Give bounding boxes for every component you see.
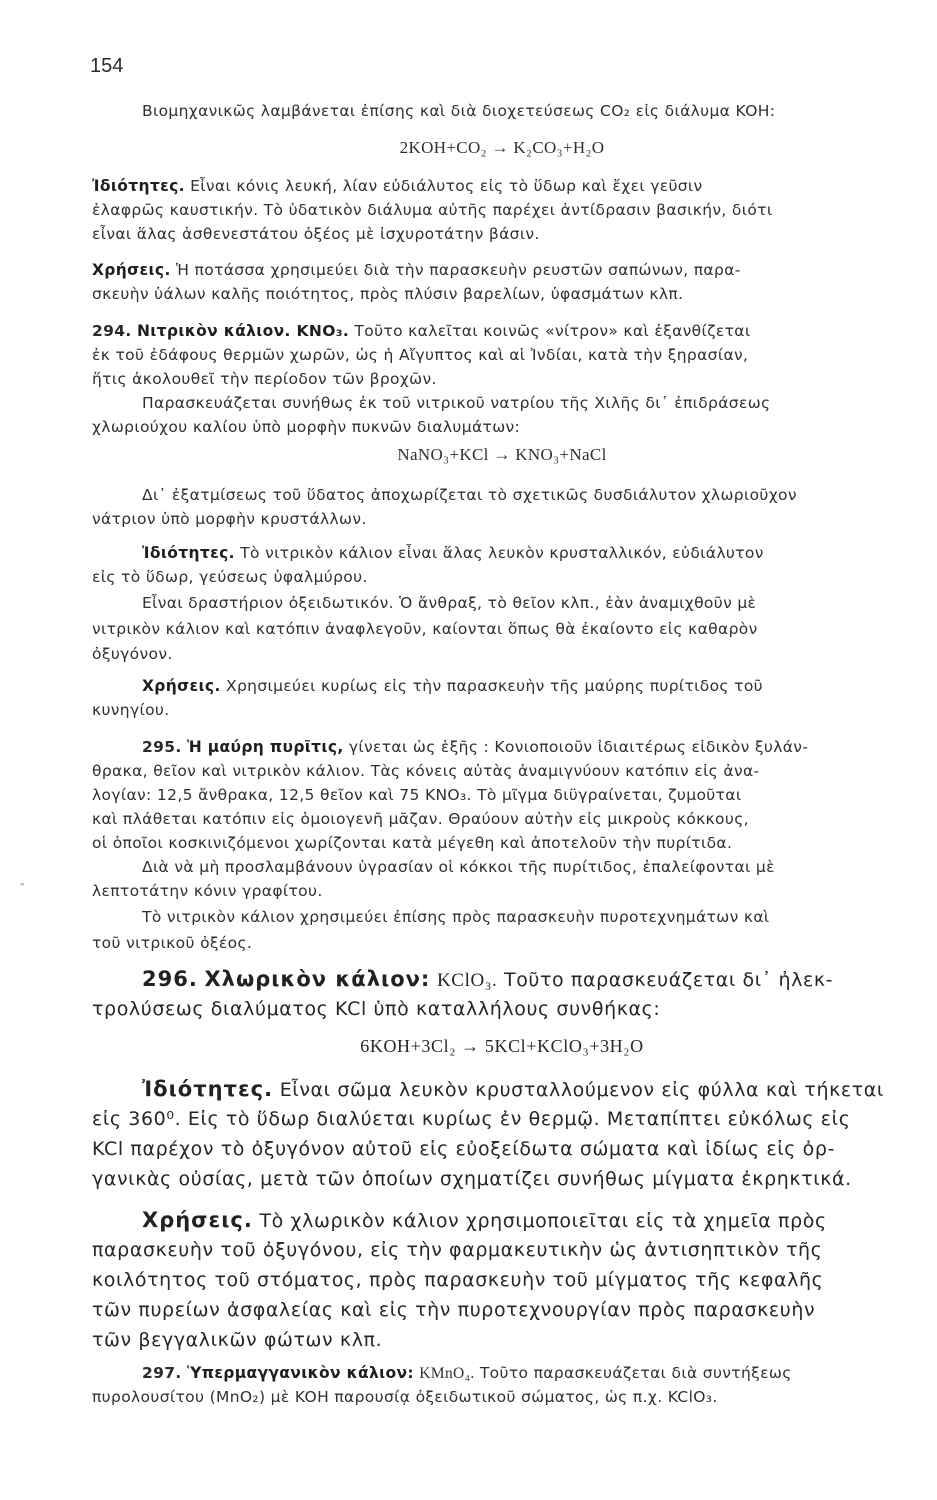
text-line: Δι᾽ ἐξατμίσεως τοῦ ὕδατος ἀποχωρίζεται τὸ σχετικῶς δυσδιάλυτον χλωριοῦχον [142,486,797,504]
text-line: Βιομηχανικῶς λαμβάνεται ἐπίσης καὶ διὰ διοχετεύσεως CO₂ εἰς διάλυμα KOH: [142,102,776,120]
text-line: τρολύσεως διαλύματος KCl ὑπὸ καταλλήλους συνθήκας: [92,998,661,1020]
text-line: Ἰδιότητες. Εἶναι κόνις λευκή, λίαν εὐδιάλυτος εἰς τὸ ὕδωρ καὶ ἔχει γεῦσιν [92,177,703,195]
text-line: γανικὰς οὐσίας, μετὰ τῶν ὁποίων σχηματίζει συνήθως μίγματα ἐκρηκτικά. [92,1168,852,1190]
text-line: ἥτις ἀκολουθεῖ τὴν περίοδον τῶν βροχῶν. [92,370,437,388]
text-line: Εἶναι δραστήριον ὀξειδωτικόν. Ὁ ἄνθραξ, τὸ θεῖον κλπ., ἐὰν ἀναμιχθοῦν μὲ [142,594,757,612]
text-line: πυρολουσίτου (MnO₂) μὲ KOH παρουσίᾳ ὀξειδωτικοῦ σώματος, ὡς π.χ. KClO₃. [92,1388,718,1406]
text-line: καὶ πλάθεται κατόπιν εἰς ὁμοιογενῆ μᾶζαν. Θραύουν αὐτὴν εἰς μικροὺς κόκκους, [92,810,749,828]
text-line: οἱ ὁποῖοι κοσκινιζόμενοι χωρίζονται κατὰ μέγεθη καὶ ἀποτελοῦν τὴν πυρίτιδα. [92,834,733,852]
text-line: τῶν βεγγαλικῶν φώτων κλπ. [92,1329,383,1351]
chemical-equation: 2KOH+CO₂ → K₂CO₃+H₂O [399,138,605,157]
properties-heading: Ἰδιότητες. [142,1077,274,1101]
properties-heading: Ἰδιότητες. [142,544,235,562]
text-line: Χρήσεις. Τὸ χλωρικὸν κάλιον χρησιμοποιεῖται εἰς τὰ χημεῖα πρὸς [142,1208,827,1232]
text-line: Χρήσεις. Ἡ ποτάσσα χρησιμεύει διὰ τὴν παρασκευὴν ρευστῶν σαπώνων, παρα- [92,261,741,279]
text-line: κυνηγίου. [92,701,170,719]
uses-heading: Χρήσεις. [142,1208,253,1232]
properties-heading: Ἰδιότητες. [92,177,185,195]
text-line: τοῦ νιτρικοῦ ὀξέος. [92,934,253,952]
text-line: ὀξυγόνον. [92,645,173,663]
text-line: εἰς 360⁰. Εἰς τὸ ὕδωρ διαλύεται κυρίως ἐν θερμῷ. Μεταπίπτει εὐκόλως εἰς [92,1108,851,1130]
text-line: ἐλαφρῶς καυστικήν. Τὸ ὑδατικὸν διάλυμα αὐτῆς παρέχει ἀντίδρασιν βασικήν, διότι [92,201,773,219]
section-294-heading: 294. Νιτρικὸν κάλιον. KNO₃. Τοῦτο καλεῖται κοινῶς «νίτρον» καὶ ἐξανθίζεται [92,322,751,340]
text-line: σκευὴν ὑάλων καλῆς ποιότητος, πρὸς πλύσιν βαρελίων, ὑφασμάτων κλπ. [92,285,684,303]
section-297-heading: 297. Ὑπερμαγγανικὸν κάλιον: KMnO₄. Τοῦτο παρασκευάζεται διὰ συντήξεως [142,1364,792,1382]
text-line: παρασκευὴν τοῦ ὀξυγόνου, εἰς τὴν φαρμακευτικὴν ὡς ἀντισηπτικὸν τῆς [92,1239,823,1261]
text-line: Τὸ νιτρικὸν κάλιον χρησιμεύει ἐπίσης πρὸς παρασκευὴν πυροτεχνημάτων καὶ [142,908,770,926]
text-line: ἐκ τοῦ ἐδάφους θερμῶν χωρῶν, ὡς ἡ Αἴγυπτος καὶ αἱ Ἰνδίαι, κατὰ τὴν ξηρασίαν, [92,346,749,364]
text-line: λογίαν: 12,5 ἄνθρακα, 12,5 θεῖον καὶ 75 KNO₃. Τὸ μῖγμα διϋγραίνεται, ζυμοῦται [92,786,742,804]
chemical-equation: 6KOH+3Cl₂ → 5KCl+KClO₃+3H₂O [360,1036,644,1056]
page-number: 154 [90,55,124,77]
text-line: νάτριον ὑπὸ μορφὴν κρυστάλλων. [92,510,367,528]
text-line: εἶναι ἅλας ἀσθενεστάτου ὀξέος μὲ ἰσχυροτάτην βάσιν. [92,225,540,243]
uses-heading: Χρήσεις. [142,677,221,695]
text-line: θρακα, θεῖον καὶ νιτρικὸν κάλιον. Τὰς κόνεις αὐτὰς ἀναμιγνύουν κατόπιν εἰς ἀνα- [92,762,760,780]
text-line: χλωριούχου καλίου ὑπὸ μορφὴν πυκνῶν διαλυμάτων: [92,418,521,436]
text-line: Ἰδιότητες. Εἶναι σῶμα λευκὸν κρυσταλλούμενον εἰς φύλλα καὶ τήκεται [142,1077,884,1101]
text-line: εἰς τὸ ὕδωρ, γεύσεως ὑφαλμύρου. [92,568,368,586]
text-line: Ἰδιότητες. Τὸ νιτρικὸν κάλιον εἶναι ἅλας λευκὸν κρυσταλλικόν, εὐδιάλυτον [142,544,764,562]
margin-mark: ‸ [20,870,25,886]
section-295-heading: 295. Ἡ μαύρη πυρῖτις, γίνεται ὡς ἑξῆς : Κονιοποιοῦν ἰδιαιτέρως εἰδικὸν ξυλάν- [142,738,809,756]
text-line: KCl παρέχον τὸ ὀξυγόνον αὐτοῦ εἰς εὐοξείδωτα σώματα καὶ ἰδίως εἰς ὀρ- [92,1138,836,1160]
text-line: Διὰ νὰ μὴ προσλαμβάνουν ὑγρασίαν οἱ κόκκοι τῆς πυρίτιδος, ἐπαλείφονται μὲ [142,858,775,876]
chemical-equation: NaNO₃+KCl → KNO₃+NaCl [397,445,607,464]
uses-heading: Χρήσεις. [92,261,171,279]
text-line: Χρήσεις. Χρησιμεύει κυρίως εἰς τὴν παρασκευὴν τῆς μαύρης πυρίτιδος τοῦ [142,677,763,695]
text-line: τῶν πυρείων ἀσφαλείας καὶ εἰς τὴν πυροτεχνουργίαν πρὸς παρασκευὴν [92,1299,816,1321]
text-line: Παρασκευάζεται συνήθως ἐκ τοῦ νιτρικοῦ νατρίου τῆς Χιλῆς δι᾽ ἐπιδράσεως [142,394,771,412]
section-296-heading: 296. Χλωρικὸν κάλιον: KClO₃. Τοῦτο παρασκευάζεται δι᾽ ἠλεκ- [142,967,834,991]
text-line: λεπτοτάτην κόνιν γραφίτου. [92,882,323,900]
text-line: νιτρικὸν κάλιον καὶ κατόπιν ἀναφλεγοῦν, καίονται ὅπως θὰ ἐκαίοντο εἰς καθαρὸν [92,620,758,638]
text-line: κοιλότητος τοῦ στόματος, πρὸς παρασκευὴν τοῦ μίγματος τῆς κεφαλῆς [92,1269,824,1291]
